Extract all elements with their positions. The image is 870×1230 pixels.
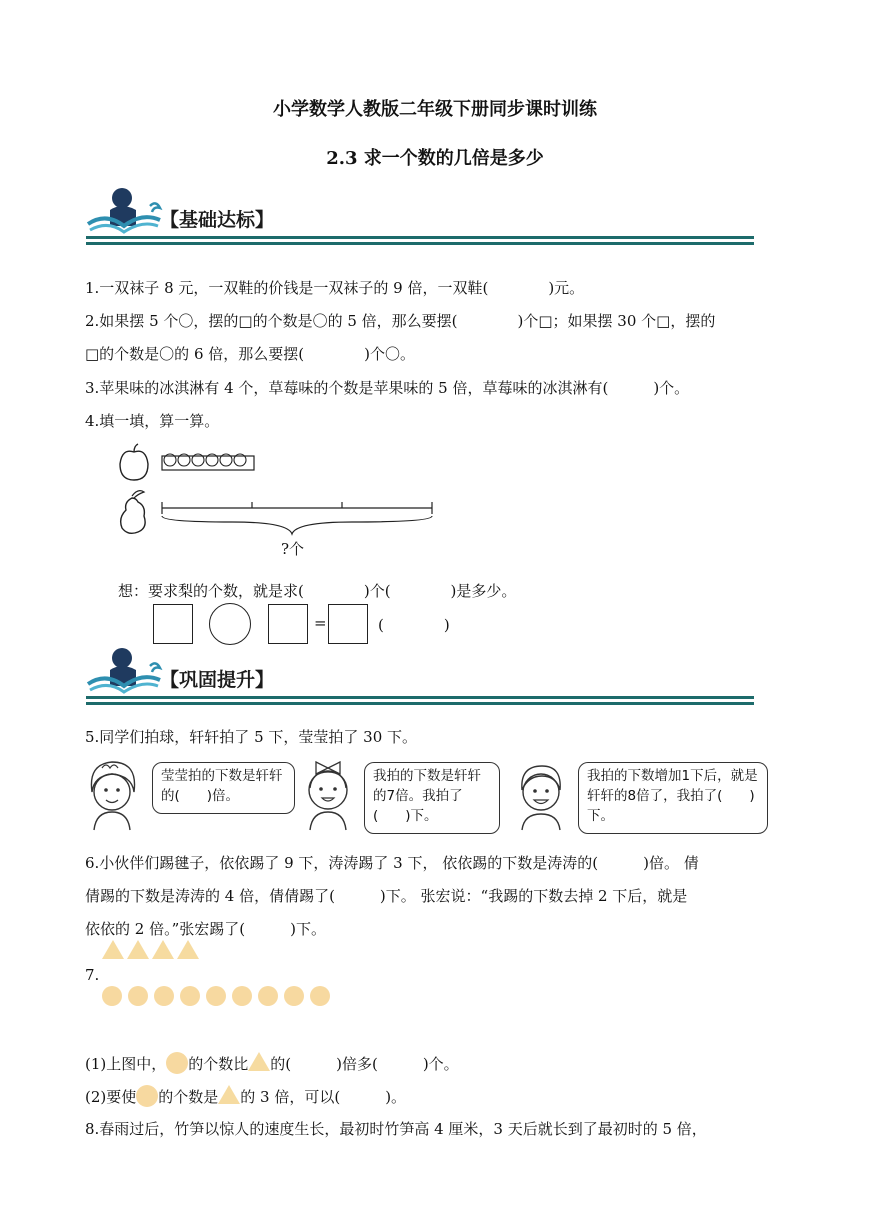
reader-logo-icon — [86, 186, 166, 242]
question-7-part-1 — [85, 1052, 459, 1074]
triangle-shape — [127, 940, 149, 959]
circle-shape-icon — [136, 1085, 158, 1107]
circle-shape — [154, 986, 174, 1006]
section-title: 【基础达标】 — [160, 209, 275, 231]
question-6-line-3: 依依的 2 倍。”张宏踢了( )下。 — [85, 920, 326, 938]
circle-shape — [180, 986, 200, 1006]
question-6-line-1: 6.小伙伴们踢毽子，依依踢了 9 下，涛涛踢了 3 下， 依依踢的下数是涛涛的( )倍。 倩 — [85, 854, 699, 872]
speech-bubble-2: 我拍的下数是轩轩的7倍。我拍了( )下。 — [364, 762, 500, 834]
question-2-line-2: □的个数是〇的 6 倍，那么要摆( )个〇。 — [85, 345, 415, 363]
triangle-shape-icon — [218, 1085, 240, 1104]
answer-box[interactable] — [328, 604, 368, 644]
operator-circle[interactable] — [209, 603, 251, 645]
triangle-shape-icon — [248, 1052, 270, 1071]
question-4: 4.填一填，算一算。 — [85, 412, 220, 430]
question-7-part-2 — [85, 1085, 406, 1107]
triangle-shape — [152, 940, 174, 959]
question-1: 1.一双袜子 8 元，一双鞋的价钱是一双袜子的 9 倍，一双鞋( )元。 — [85, 279, 585, 297]
reader-logo-icon — [86, 646, 166, 702]
section-header-basic — [86, 186, 754, 246]
page-subtitle: 2.3 求一个数的几倍是多少 — [326, 148, 544, 169]
question-mark-label: ?个 — [281, 540, 305, 558]
divider — [86, 702, 754, 705]
divider — [86, 236, 754, 239]
apple-icon — [120, 444, 148, 480]
circle-shape — [310, 986, 330, 1006]
divider — [86, 242, 754, 245]
boy-icon — [510, 760, 572, 832]
page-title: 小学数学人教版二年级下册同步课时训练 — [273, 99, 597, 120]
circle-shape-icon — [166, 1052, 188, 1074]
question-6-line-2: 倩踢的下数是涛涛的 4 倍，倩倩踢了( )下。 张宏说：“我踢的下数去掉 2 下后，就是 — [85, 887, 688, 905]
q7-2-suffix: 的 3 倍，可以( )。 — [240, 1088, 407, 1106]
circle-shape — [258, 986, 278, 1006]
answer-box[interactable] — [153, 604, 193, 644]
question-5: 5.同学们拍球，轩轩拍了 5 下，莹莹拍了 30 下。 — [85, 728, 418, 746]
section-title: 【巩固提升】 — [160, 669, 275, 691]
q7-1-suffix: 的( )倍多( )个。 — [270, 1055, 459, 1073]
girl-icon — [82, 756, 144, 832]
circle-shape — [284, 986, 304, 1006]
q7-1-middle: 的个数比 — [188, 1055, 249, 1073]
answer-box[interactable] — [268, 604, 308, 644]
q7-2-middle: 的个数是 — [158, 1088, 219, 1106]
q7-1-prefix: (1)上图中， — [85, 1055, 167, 1073]
question-2-line-1: 2.如果摆 5 个〇，摆的□的个数是〇的 5 倍，那么要摆( )个□；如果摆 30 个□，摆的 — [85, 312, 716, 330]
question-4-think: 想：要求梨的个数，就是求( )个( )是多少。 — [118, 582, 517, 600]
pear-icon — [121, 491, 145, 534]
circle-shape — [102, 986, 122, 1006]
triangle-shape — [102, 940, 124, 959]
pear-bar — [162, 502, 432, 534]
question-3: 3.苹果味的冰淇淋有 4 个，草莓味的个数是苹果味的 5 倍，草莓味的冰淇淋有( )个。 — [85, 379, 690, 397]
equals-sign: = — [314, 614, 327, 632]
circle-shape — [232, 986, 252, 1006]
speech-bubble-3: 我拍的下数增加1下后，就是轩轩的8倍了，我拍了( )下。 — [578, 762, 768, 834]
circle-shape — [206, 986, 226, 1006]
circle-shape — [128, 986, 148, 1006]
speech-bubble-1: 莹莹拍的下数是轩轩的( )倍。 — [152, 762, 295, 814]
triangle-shape — [177, 940, 199, 959]
unit-blank: ( ) — [378, 616, 450, 634]
question-8: 8.春雨过后，竹笋以惊人的速度生长，最初时竹笋高 4 厘米，3 天后就长到了最初时的 5 倍， — [85, 1120, 707, 1138]
question-7: 7. — [85, 966, 100, 984]
section-header-advanced — [86, 646, 754, 706]
girl-with-bow-icon — [298, 754, 360, 832]
divider — [86, 696, 754, 699]
q7-2-prefix: (2)要使 — [85, 1088, 137, 1106]
